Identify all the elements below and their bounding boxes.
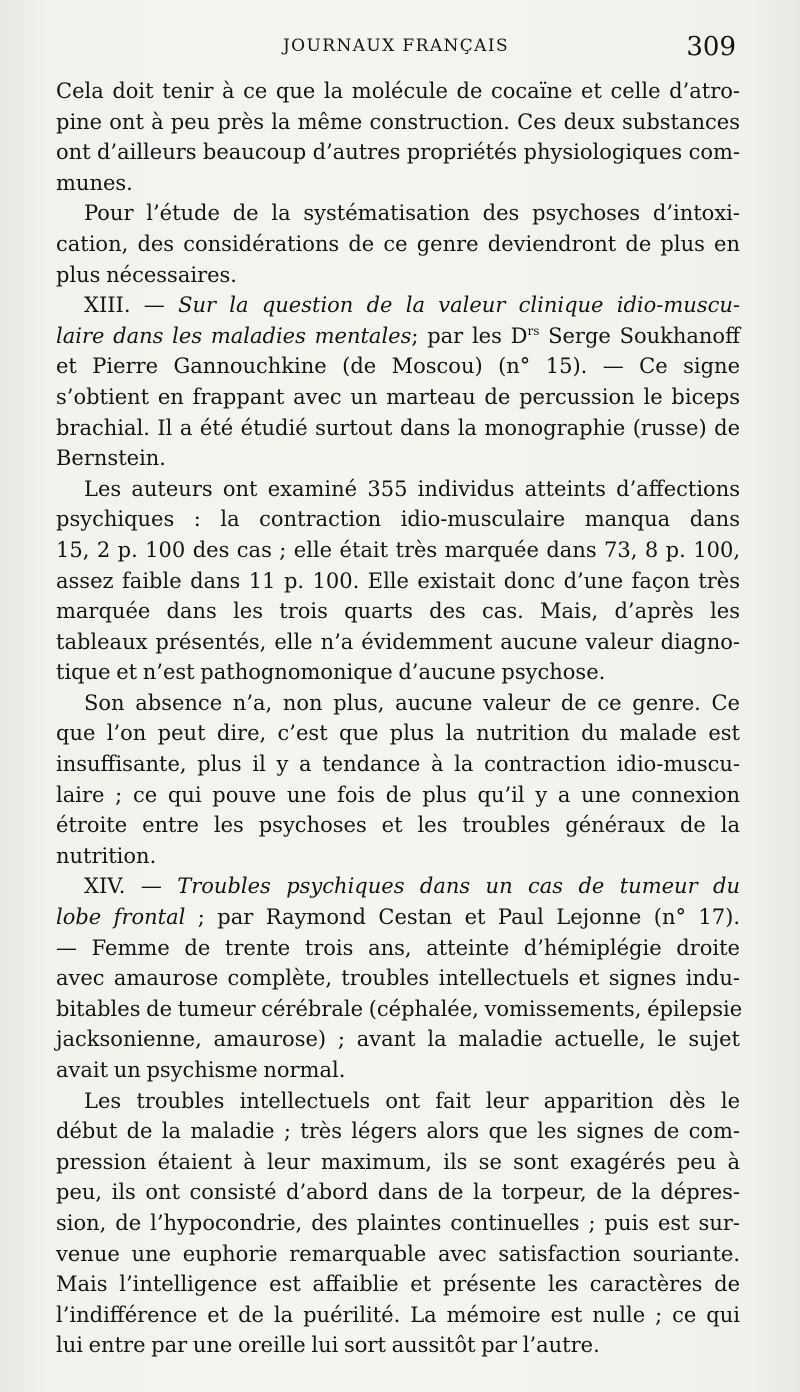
article-text: [56, 76, 743, 1361]
text-line: pression étaient à leur maximum, ils se sont exagérés peu à: [56, 1149, 740, 1174]
text-line: ont d’ailleurs beaucoup d’autres propriétés physiologiques com-: [56, 140, 740, 165]
text-line: [56, 321, 740, 352]
text-line: avait un psychisme normal.: [56, 1058, 346, 1082]
text-line: l’indifférence et de la puérilité. La mémoire est nulle ; ce qui: [56, 1302, 740, 1327]
text-line: assez faible dans 11 p. 100. Elle existait donc d’une façon très: [56, 568, 740, 593]
text-line: insuffisante, plus il y a tendance à la contraction idio-muscu-: [56, 752, 740, 777]
text-line: Pour l’étude de la systématisation des psychoses d’intoxi-: [84, 201, 740, 226]
text-line: pine ont à peu près la même construction. Ces deux substances: [56, 109, 740, 134]
section-number: XIII. —: [84, 293, 179, 318]
text-line: marquée dans les trois quarts des cas. Mais, d’après les: [56, 599, 740, 624]
text-line: Cela doit tenir à ce que la molécule de cocaïne et celle d’atro-: [56, 79, 740, 103]
text-line: tableaux présentés, elle n’a évidemment aucune valeur diagno-: [56, 629, 740, 654]
section-title: Sur la question de la valeur clinique idio-muscu-: [178, 293, 740, 318]
text-line: Les troubles intellectuels ont fait leur apparition dès le: [84, 1088, 740, 1113]
text-fragment: Serge Soukhanoff: [539, 323, 740, 348]
section-heading-xiii: [56, 290, 740, 321]
text-line: cation, des considérations de ce genre deviendront de plus en: [56, 231, 740, 256]
page-header: [56, 32, 736, 64]
section-title: lobe frontal: [56, 905, 186, 930]
text-line: venue une euphorie remarquable avec satisfaction souriante.: [56, 1241, 740, 1266]
text-line: Son absence n’a, non plus, aucune valeur de ce genre. Ce: [84, 690, 740, 715]
text-line: sion, de l’hypocondrie, des plaintes continuelles ; puis est sur-: [56, 1210, 740, 1235]
text-line: peu, ils ont consisté d’abord dans de la torpeur, de la dépres-: [56, 1180, 740, 1205]
text-line: brachial. Il a été étudié surtout dans la monographie (russe) de: [56, 415, 740, 440]
section-title: Troubles psychiques dans un cas de tumeur du: [177, 874, 740, 899]
text-line: que l’on peut dire, c’est que plus la nutrition du malade est: [56, 721, 740, 746]
text-line: laire ; ce qui pouve une fois de plus qu’il y a une connexion: [56, 782, 740, 807]
text-line: lui entre par une oreille lui sort aussitôt par l’autre.: [56, 1333, 600, 1358]
text-line: avec amaurose complète, troubles intellectuels et signes indu-: [56, 966, 740, 991]
section-number: XIV. —: [84, 874, 178, 899]
text-fragment: ; par les D: [411, 323, 528, 348]
text-line: bitables de tumeur cérébrale (céphalée, vomissements, épilepsie: [56, 996, 743, 1021]
superscript: rs: [527, 323, 540, 338]
text-line: Mais l’intelligence est affaiblie et présente les caractères de: [56, 1272, 740, 1297]
text-line: et Pierre Gannouchkine (de Moscou) (n° 15). — Ce signe: [56, 354, 740, 379]
text-line: plus nécessaires.: [56, 262, 237, 287]
text-fragment: ; par Raymond Cestan et Paul Lejonne (n° 17).: [185, 905, 741, 930]
text-line: 15, 2 p. 100 des cas ; elle était très marquée dans 73, 8 p. 100,: [56, 537, 740, 562]
text-line: tique et n’est pathognomonique d’aucune psychose.: [56, 660, 606, 685]
text-line: [56, 902, 740, 933]
text-line: — Femme de trente trois ans, atteinte d’hémiplégie droite: [56, 935, 740, 960]
section-heading-xiv: [56, 871, 740, 902]
text-line: psychiques : la contraction idio-musculaire manqua dans: [56, 507, 740, 532]
running-head: JOURNAUX FRANÇAIS: [282, 36, 510, 56]
page-number: 309: [686, 32, 736, 62]
text-line: début de la maladie ; très légers alors que les signes de com-: [56, 1119, 740, 1144]
text-line: jacksonienne, amaurose) ; avant la maladie actuelle, le sujet: [56, 1027, 740, 1052]
text-line: munes.: [56, 170, 133, 195]
section-title: laire dans les maladies mentales: [56, 323, 412, 348]
text-line: Les auteurs ont examiné 355 individus atteints d’affections: [84, 476, 740, 501]
text-line: nutrition.: [56, 843, 157, 868]
text-line: s’obtient en frappant avec un marteau de percussion le biceps: [56, 384, 740, 409]
text-line: étroite entre les psychoses et les troubles généraux de la: [56, 813, 740, 838]
text-line: Bernstein.: [56, 446, 166, 471]
